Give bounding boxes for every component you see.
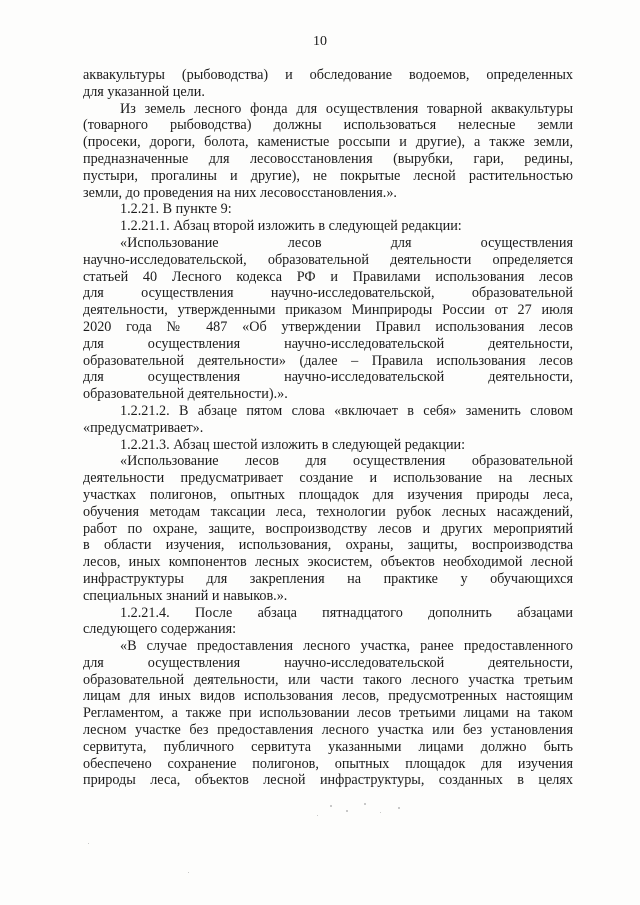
scan-speck <box>346 810 348 812</box>
text-line: обеспечено сохранение полигонов, опытных площадок для изучения <box>83 755 573 772</box>
text-line: аквакультуры (рыбоводства) и обследование водоемов, определенных <box>83 67 573 83</box>
text-line: 1.2.21. В пункте 9: <box>120 201 232 218</box>
text-line: 1.2.21.1. Абзац второй изложить в следующей редакции: <box>120 218 462 235</box>
text-line: образовательной деятельности» (далее – Правила использования лесов <box>83 352 573 369</box>
text-line: «Использование лесов для осуществления <box>120 234 573 251</box>
text-line: лесов, иных компонентов лесных экосистем, объектов необходимой лесной <box>83 554 573 571</box>
scan-speck <box>88 843 89 844</box>
text-line: образовательной деятельности, или части такого лесного участка третьим <box>83 671 573 688</box>
text-line: Из земель лесного фонда для осуществления товарной аквакультуры <box>120 100 573 117</box>
text-line: образовательной деятельности).». <box>83 386 288 403</box>
text-line: научно-исследовательской, образовательной деятельности определяется <box>83 251 573 268</box>
text-line: для осуществления научно-исследовательской деятельности, <box>83 369 573 386</box>
text-line: для осуществления научно-исследовательской деятельности, <box>83 654 573 671</box>
text-line: 2020 года № 487 «Об утверждении Правил использования лесов <box>83 318 573 335</box>
text-line: «Использование лесов для осуществления образовательной <box>120 453 573 470</box>
text-line: деятельности, утвержденными приказом Минприроды России от 27 июля <box>83 302 573 319</box>
text-line: инфраструктуры для закрепления на практике у обучающихся <box>83 570 573 587</box>
text-line: «В случае предоставления лесного участка, ранее предоставленного <box>120 638 573 655</box>
text-line: 1.2.21.2. В абзаце пятом слова «включает в себя» заменить словом <box>120 402 573 419</box>
text-line: в области изучения, использования, охраны, защиты, воспроизводства <box>83 537 573 554</box>
text-line: (товарного рыбоводства) должны использоваться нелесные земли <box>83 117 573 134</box>
text-line: для осуществления научно-исследовательской деятельности, <box>83 335 573 352</box>
text-line: специальных знаний и навыков.». <box>83 587 288 604</box>
text-line: сервитута, публичного сервитута указанными лицами должно быть <box>83 738 573 755</box>
text-line: природы леса, объектов лесной инфраструктуры, созданных в целях <box>83 772 573 789</box>
document-text-body <box>83 67 573 789</box>
text-line: 1.2.21.4. После абзаца пятнадцатого дополнить абзацами <box>120 604 573 621</box>
text-line: для указанной цели. <box>83 83 205 100</box>
scan-speck <box>188 872 189 873</box>
text-line: 1.2.21.3. Абзац шестой изложить в следующей редакции: <box>120 436 466 453</box>
page-number: 10 <box>313 34 327 49</box>
scan-speck <box>380 812 381 813</box>
text-line: Регламентом, а также при использовании лесов третьими лицами на таком <box>83 705 573 722</box>
scan-speck <box>364 803 366 805</box>
text-line: обучения методам таксации леса, технологии рубок лесных насаждений, <box>83 503 573 520</box>
text-line: земли, до проведения на них лесовосстановления.». <box>83 184 397 201</box>
text-line: (просеки, дороги, болота, каменистые россыпи и другие), а также земли, <box>83 134 573 151</box>
text-line: для осуществления научно-исследовательской, образовательной <box>83 285 573 302</box>
text-line: следующего содержания: <box>83 621 237 638</box>
text-line: участках полигонов, опытных площадок для изучения природы леса, <box>83 486 573 503</box>
text-line: лесном участке без предоставления лесного участка или без установления <box>83 722 573 739</box>
text-line: деятельности предусматривает создание и использование на лесных <box>83 470 573 487</box>
text-line: предназначенные для лесовосстановления (вырубки, гари, редины, <box>83 150 573 167</box>
text-line: работ по охране, защите, воспроизводству лесов и других мероприятий <box>83 520 573 537</box>
text-line: статьей 40 Лесного кодекса РФ и Правилами использования лесов <box>83 268 573 285</box>
text-line: лицам для иных видов использования лесов, предусмотренных настоящим <box>83 688 573 705</box>
text-line: «предусматривает». <box>83 419 204 436</box>
scan-speck <box>317 815 318 816</box>
scan-speck <box>330 805 332 807</box>
scan-speck <box>398 807 400 809</box>
text-line: пустыри, прогалины и другие), не покрытые лесной растительностью <box>83 167 573 184</box>
